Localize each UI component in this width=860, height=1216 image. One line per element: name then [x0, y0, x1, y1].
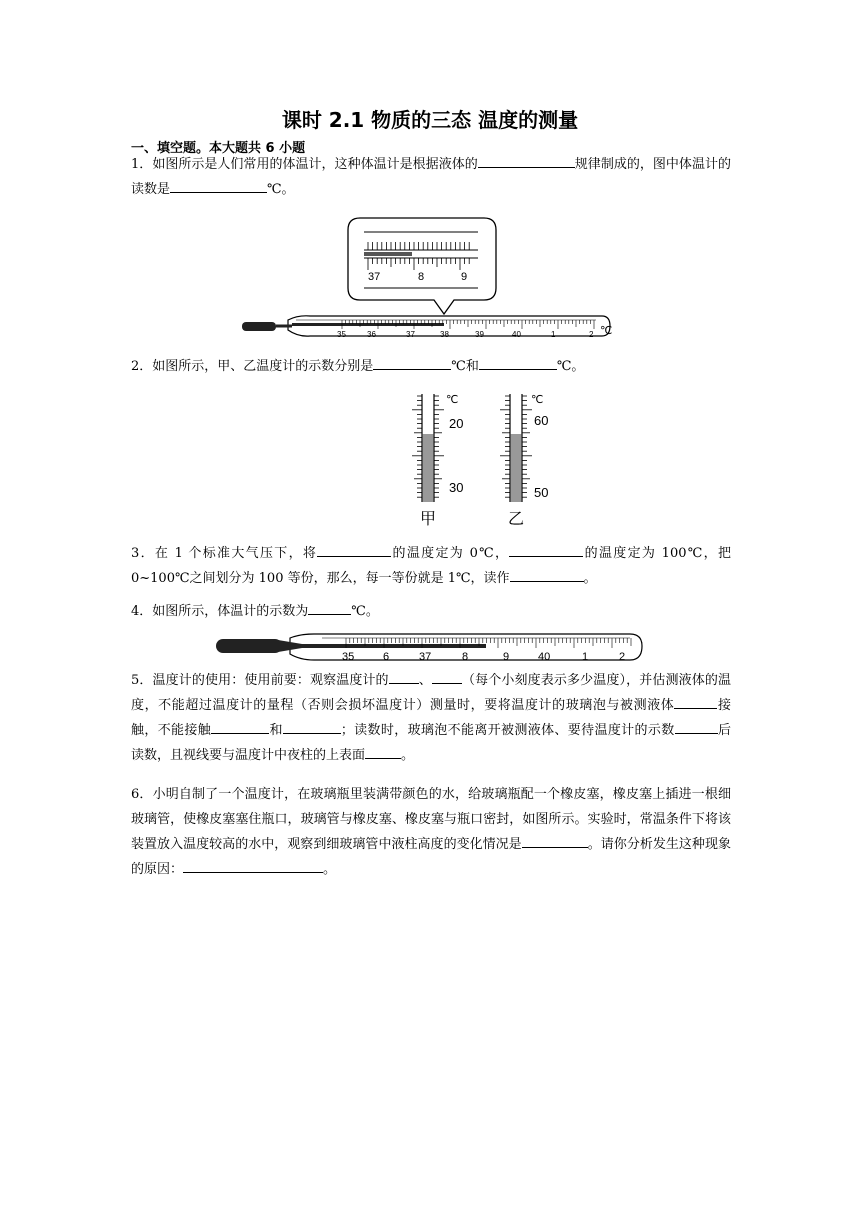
q1-blank-2[interactable]: [170, 177, 267, 193]
jia-label-top: 20: [449, 416, 464, 431]
q3-blank-2[interactable]: [509, 541, 583, 557]
scale-label-35: 35: [337, 330, 346, 339]
jia-name: 甲: [420, 511, 437, 528]
scale-label-36: 36: [367, 330, 376, 339]
q2-text-2: ℃和: [451, 359, 479, 374]
scale-label-35: 35: [342, 651, 355, 663]
q5-text-7: 后读数，且视线要与温度计中夜柱的上表面: [131, 723, 731, 763]
q5-blank-2[interactable]: [432, 668, 462, 684]
q6-number: 6．: [131, 787, 153, 802]
q5-text-4: 接触，不能接触: [131, 698, 731, 738]
scale-label-37: 37: [406, 330, 415, 339]
jia-label-bottom: 30: [449, 480, 464, 495]
zoom-mercury-column: [364, 252, 412, 256]
q4-number: 4．: [131, 604, 153, 619]
q3-blank-3[interactable]: [510, 566, 584, 582]
q3-text-3: 的温度定为 100℃，把 0~100℃之间划分为 100 等份，那么，每一等份就是 1℃，读作: [131, 546, 731, 586]
scale-label-40: 40: [538, 651, 551, 663]
q5-text-6: ；读数时，玻璃泡不能离开被测液体、要待温度计的示数: [340, 723, 675, 738]
yi-name: 乙: [508, 511, 525, 528]
mercury-column: [300, 644, 486, 648]
q5-text-5: 和: [269, 723, 283, 738]
zoom-label-38: 8: [418, 271, 425, 283]
thermometer-jia: [412, 394, 463, 528]
q5-blank-1[interactable]: [389, 668, 419, 684]
q6-text-2: 。请你分析发生这种现象的原因：: [131, 837, 731, 877]
q1-text-3: ℃。: [267, 182, 295, 197]
question-1: [131, 152, 731, 202]
yi-liquid-column: [511, 434, 522, 502]
q4-blank-1[interactable]: [308, 599, 351, 615]
q5-text-3: （每个小刻度表示多少温度），并估测液体的温度，不能超过温度计的量程（否则会损坏温度计）测量时，要将温度计的玻璃泡与被测液体: [131, 673, 731, 713]
question-5: [131, 668, 731, 768]
scale-label-40: 40: [512, 330, 521, 339]
q5-text-1: 温度计的使用：使用前要：观察温度计的: [152, 673, 389, 688]
scale-unit: ℃: [600, 325, 613, 337]
scale-label-38: 8: [462, 651, 469, 663]
q3-text-4: 。: [583, 571, 597, 586]
q5-blank-5[interactable]: [283, 718, 341, 734]
q1-blank-1[interactable]: [478, 152, 575, 168]
question-3: [131, 541, 731, 591]
q2-text-1: 如图所示，甲、乙温度计的示数分别是: [152, 359, 374, 374]
q5-blank-4[interactable]: [211, 718, 269, 734]
figure-2-thermometers: [400, 390, 570, 530]
q6-text-1: 小明自制了一个温度计，在玻璃瓶里装满带颜色的水，给玻璃瓶配一个橡皮塞，橡皮塞上插进一根细玻璃管，使橡皮塞塞住瓶口，玻璃管与橡皮塞、橡皮塞与瓶口密封，如图所示。实验时，常温条件下将该装置放入温度较高的水中，观察到细玻璃管中液柱高度的变化情况是: [131, 787, 731, 852]
q2-text-3: ℃。: [556, 359, 585, 374]
q2-number: 2．: [131, 359, 153, 374]
section-heading: 一、填空题。本大题共 6 小题: [131, 141, 306, 156]
q1-number: 1．: [131, 157, 153, 172]
scale-label-37: 37: [419, 651, 432, 663]
scale-label-41: 1: [582, 651, 589, 663]
yi-label-top: 60: [534, 413, 549, 428]
scale-label-42: 2: [619, 651, 626, 663]
q5-number: 5．: [131, 673, 153, 688]
q3-blank-1[interactable]: [317, 541, 391, 557]
scale-label-42: 2: [589, 330, 594, 339]
scale-label-39: 9: [503, 651, 510, 663]
q5-blank-7[interactable]: [365, 743, 401, 759]
q5-blank-6[interactable]: [675, 718, 718, 734]
q6-blank-1[interactable]: [522, 832, 588, 848]
q6-text-3: 。: [323, 862, 337, 877]
yi-label-bottom: 50: [534, 485, 549, 500]
q2-blank-2[interactable]: [479, 354, 557, 370]
figure-4-clinical-thermometer: [212, 630, 648, 664]
q3-number: 3．: [131, 546, 155, 561]
zoom-label-37: 37: [368, 271, 381, 283]
q4-text-2: ℃。: [351, 604, 379, 619]
jia-unit: ℃: [446, 394, 459, 406]
scale-label-41: 1: [551, 330, 556, 339]
thermometer-bulb: [216, 639, 282, 653]
question-2: [131, 354, 731, 379]
q5-text-2: 、: [418, 673, 432, 688]
thermometer-yi: [500, 394, 548, 528]
yi-unit: ℃: [531, 394, 544, 406]
scale-label-38: 38: [440, 330, 449, 339]
question-4: [131, 599, 731, 624]
q1-text-1: 如图所示是人们常用的体温计，这种体温计是根据液体的: [152, 157, 478, 172]
scale-label-36: 6: [383, 651, 390, 663]
q4-text-1: 如图所示，体温计的示数为: [152, 604, 309, 619]
q5-text-8: 。: [401, 748, 415, 763]
q6-blank-2[interactable]: [183, 857, 323, 873]
q5-blank-3[interactable]: [674, 693, 717, 709]
scale-label-39: 39: [475, 330, 484, 339]
q3-text-2: 的温度定为 0℃，: [391, 546, 510, 561]
figure-1-clinical-thermometer: [236, 212, 626, 342]
jia-liquid-column: [423, 434, 434, 502]
q3-text-1: 在 1 个标准大气压下，将: [154, 546, 318, 561]
zoom-label-39: 9: [461, 271, 468, 283]
q1-text-2: 规律制成的，图中体温计的读数是: [131, 157, 731, 197]
page-title: 课时 2.1 物质的三态 温度的测量: [281, 108, 579, 132]
thermometer-bulb: [242, 322, 276, 331]
question-6: [131, 782, 731, 882]
q2-blank-1[interactable]: [373, 354, 451, 370]
